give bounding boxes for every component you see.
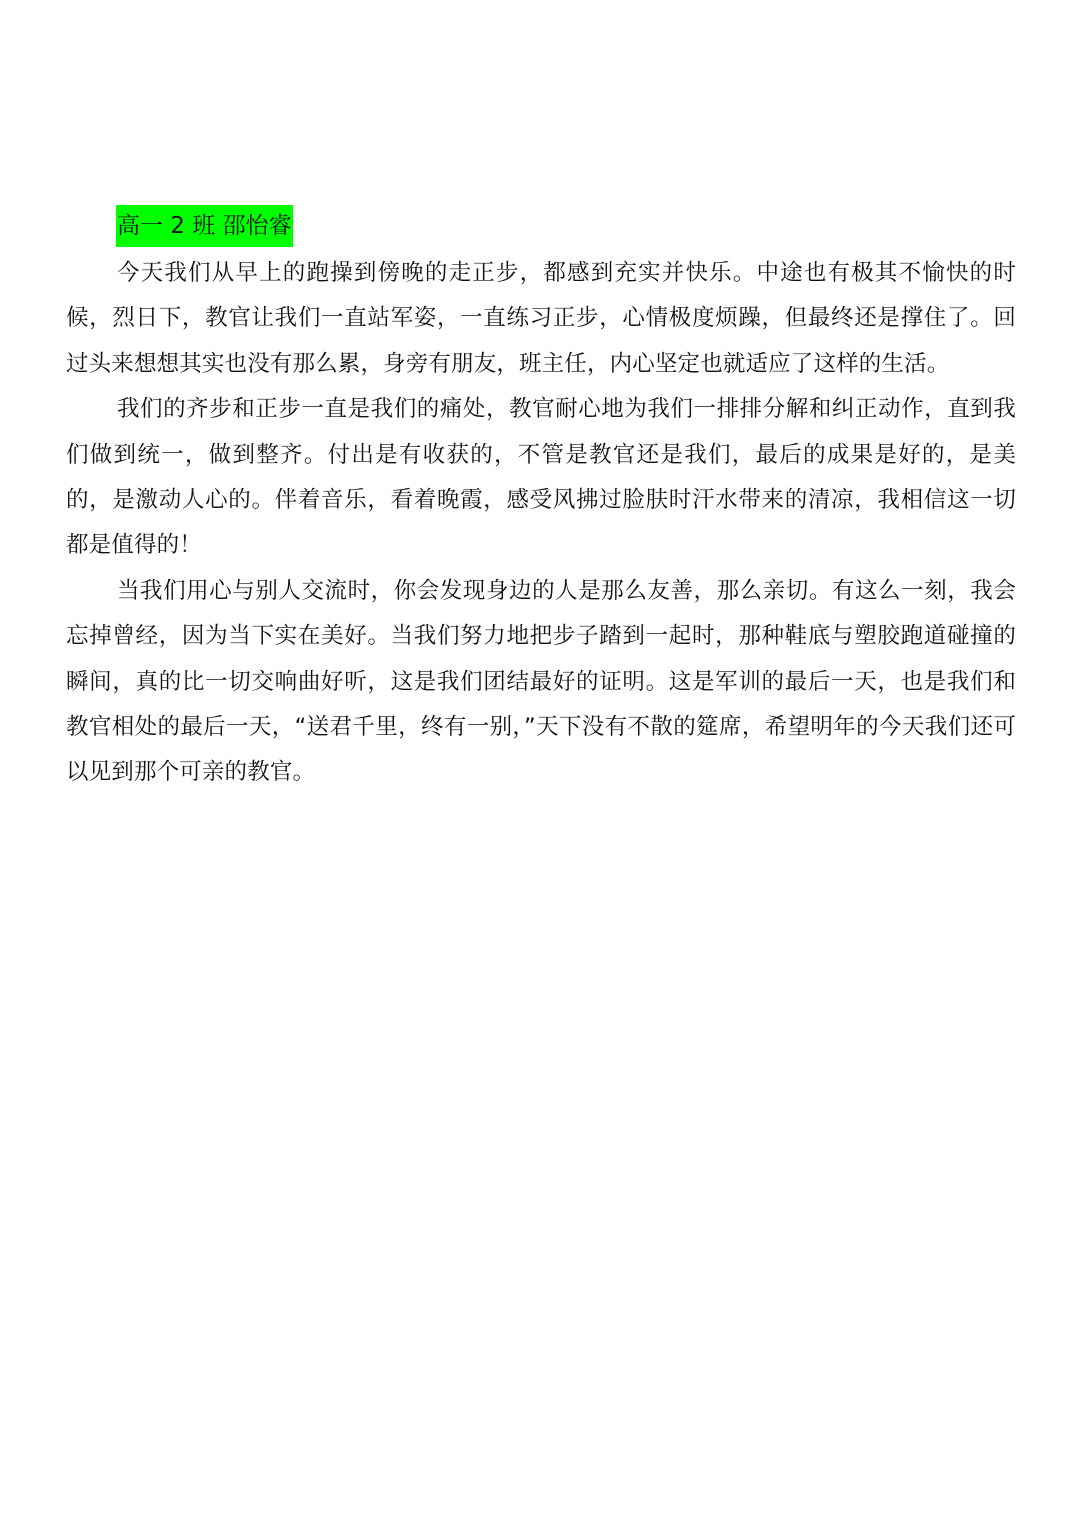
heading-container — [116, 205, 293, 247]
essay-body — [66, 251, 1016, 796]
author-heading: 高一 2 班 邵怡睿 — [116, 205, 293, 247]
paragraph-3: 当我们用心与别人交流时，你会发现身边的人是那么友善，那么亲切。有这么一刻，我会忘掉曾经，因为当下实在美好。当我们努力地把步子踏到一起时，那种鞋底与塑胶跑道碰撞的瞬间，真的比一切交响曲好听，这是我们团结最好的证明。这是军训的最后一天，也是我们和教官相处的最后一天，“送君千里，终有一别，”天下没有不散的筵席，希望明年的今天我们还可以见到那个可亲的教官。 — [66, 577, 1016, 786]
paragraph-2: 我们的齐步和正步一直是我们的痛处，教官耐心地为我们一排排分解和纠正动作，直到我们做到统一，做到整齐。付出是有收获的，不管是教官还是我们，最后的成果是好的，是美的，是激动人心的。伴着音乐，看着晚霞，感受风拂过脸肤时汗水带来的清凉，我相信这一切都是值得的！ — [66, 396, 1016, 559]
paragraph-1: 今天我们从早上的跑操到傍晚的走正步，都感到充实并快乐。中途也有极其不愉快的时候，烈日下，教官让我们一直站军姿，一直练习正步，心情极度烦躁，但最终还是撑住了。回过头来想想其实也没有那么累，身旁有朋友，班主任，内心坚定也就适应了这样的生活。 — [66, 260, 1016, 377]
